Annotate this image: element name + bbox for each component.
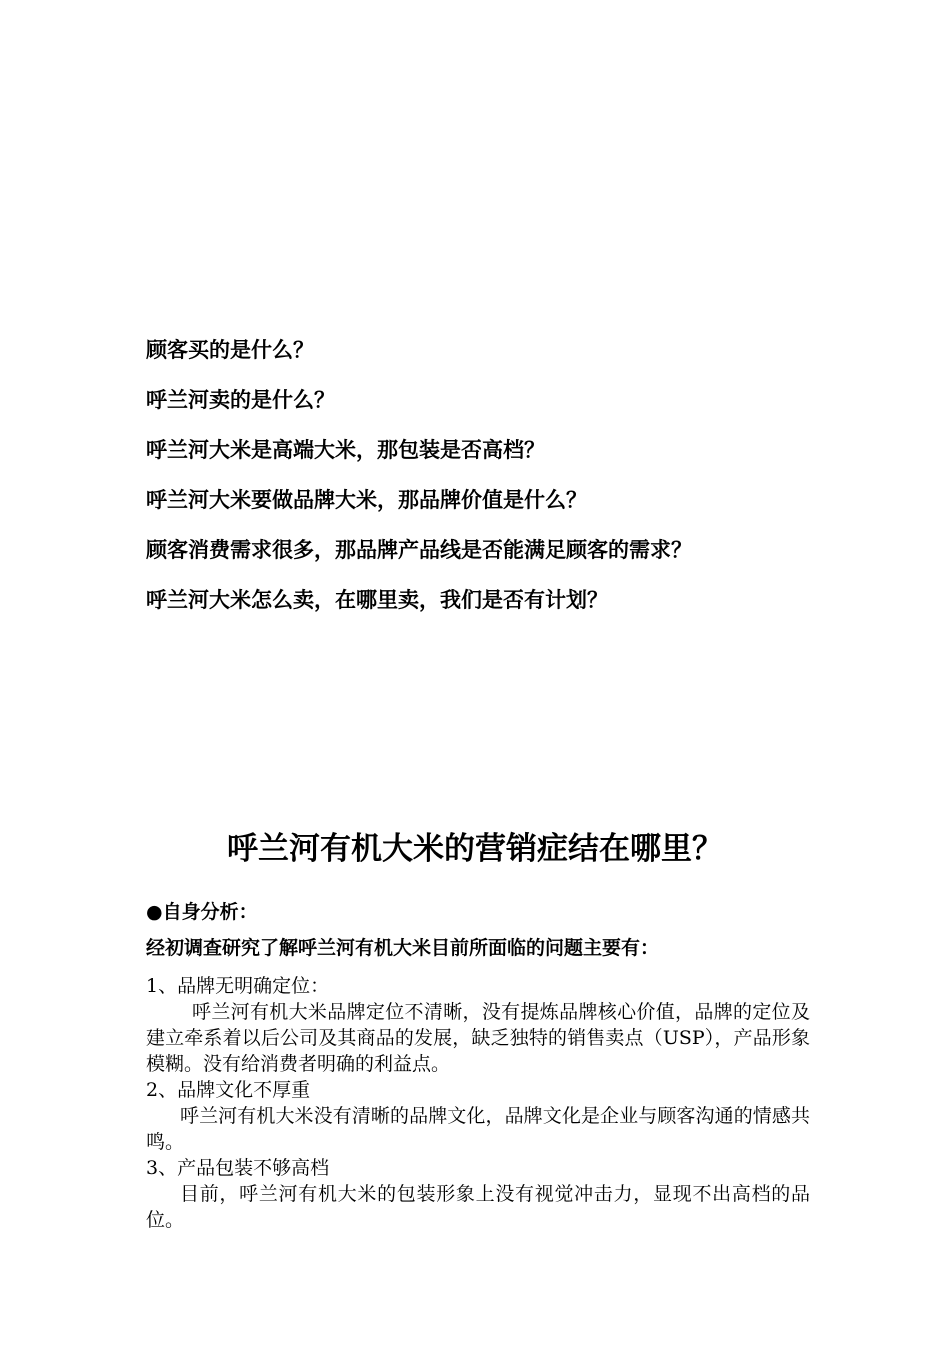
- item-heading: 3、产品包装不够高档: [146, 1157, 330, 1179]
- self-analysis-section: [146, 895, 810, 1233]
- item-heading: 1、品牌无明确定位：: [146, 975, 330, 997]
- question-line: 呼兰河大米是高端大米，那包装是否高档？: [146, 437, 545, 462]
- intro-line: 经初调查研究了解呼兰河有机大米目前所面临的问题主要有：: [146, 937, 660, 959]
- question-line: 呼兰河大米要做品牌大米，那品牌价值是什么？: [146, 487, 587, 512]
- section-title: 呼兰河有机大米的营销症结在哪里？: [227, 831, 723, 867]
- item-body: 呼兰河有机大米品牌定位不清晰，没有提炼品牌核心价值，品牌的定位及建立牵系着以后公司及其商品的发展，缺乏独特的销售卖点（USP），产品形象模糊。没有给消费者明确的利益点。: [146, 1001, 810, 1075]
- item-body: 目前，呼兰河有机大米的包装形象上没有视觉冲击力，显现不出高档的品位。: [146, 1183, 810, 1231]
- question-line: 顾客买的是什么？: [146, 337, 314, 362]
- question-line: 呼兰河卖的是什么？: [146, 387, 335, 412]
- item-heading: 2、品牌文化不厚重: [146, 1079, 311, 1101]
- item-body: 呼兰河有机大米没有清晰的品牌文化，品牌文化是企业与顾客沟通的情感共鸣。: [146, 1105, 810, 1153]
- subheading: ●自身分析：: [146, 901, 258, 923]
- question-line: 呼兰河大米怎么卖，在哪里卖，我们是否有计划？: [146, 587, 608, 612]
- question-line: 顾客消费需求很多，那品牌产品线是否能满足顾客的需求？: [146, 537, 692, 562]
- question-list: [146, 330, 846, 630]
